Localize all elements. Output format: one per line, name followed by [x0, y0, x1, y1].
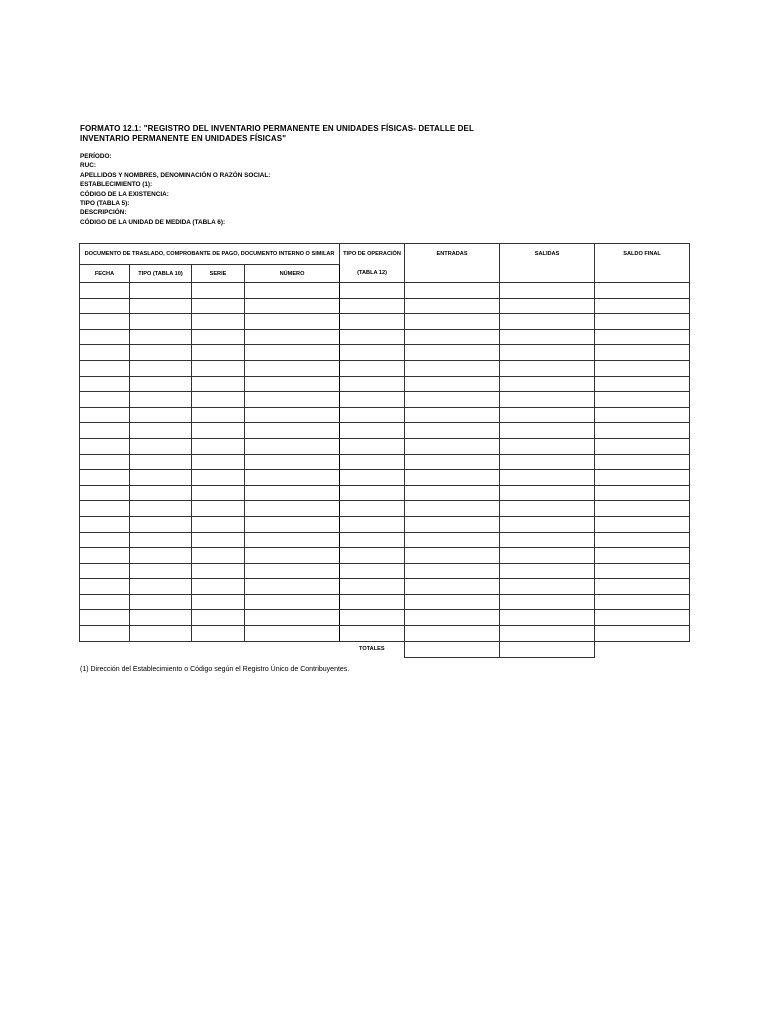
table-cell [130, 485, 192, 501]
table-cell [595, 314, 690, 330]
table-cell [80, 376, 130, 392]
table-cell [595, 470, 690, 486]
table-cell [192, 626, 245, 642]
totals-label: TOTALES [359, 646, 385, 653]
table-cell [405, 345, 500, 361]
table-cell [130, 360, 192, 376]
tipo-operacion-ref: (TABLA 12) [340, 265, 405, 283]
table-row [80, 314, 690, 330]
header-fields [80, 152, 480, 227]
table-cell [192, 548, 245, 564]
totals-spacer [80, 641, 130, 657]
table-cell [595, 516, 690, 532]
table-cell [340, 548, 405, 564]
table-cell [80, 283, 130, 299]
totals-row [80, 641, 690, 657]
table-cell [192, 485, 245, 501]
table-cell [80, 579, 130, 595]
table-cell [130, 376, 192, 392]
totals-entradas [405, 641, 500, 657]
table-cell [405, 594, 500, 610]
table-cell [405, 329, 500, 345]
table-cell [405, 298, 500, 314]
table-row [80, 376, 690, 392]
table-cell [405, 532, 500, 548]
table-cell [192, 516, 245, 532]
table-cell [500, 501, 595, 517]
table-cell [405, 610, 500, 626]
table-cell [340, 594, 405, 610]
table-cell [500, 579, 595, 595]
table-cell [340, 501, 405, 517]
table-cell [500, 298, 595, 314]
table-cell [80, 626, 130, 642]
table-cell [595, 532, 690, 548]
table-cell [595, 438, 690, 454]
table-cell [80, 314, 130, 330]
table-cell [245, 548, 340, 564]
table-cell [595, 329, 690, 345]
table-cell [595, 594, 690, 610]
table-cell [405, 626, 500, 642]
table-cell [595, 548, 690, 564]
table-cell [245, 423, 340, 439]
table-row [80, 470, 690, 486]
field-razon-social: APELLIDOS Y NOMBRES, DENOMINACIÓN O RAZÓN SOCIAL: [80, 171, 271, 179]
table-cell [245, 532, 340, 548]
inventory-table [79, 243, 690, 658]
totals-spacer [245, 641, 340, 657]
table-cell [595, 501, 690, 517]
table-cell [80, 298, 130, 314]
table-cell [405, 563, 500, 579]
table-cell [340, 376, 405, 392]
table-cell [500, 360, 595, 376]
table-cell [340, 516, 405, 532]
table-cell [405, 283, 500, 299]
table-row [80, 501, 690, 517]
table-cell [245, 626, 340, 642]
footnote: (1) Dirección del Establecimiento o Código según el Registro Único de Contribuyentes. [80, 666, 350, 673]
table-cell [192, 563, 245, 579]
table-cell [340, 345, 405, 361]
table-cell [192, 392, 245, 408]
table-cell [595, 392, 690, 408]
table-cell [340, 610, 405, 626]
saldo-final-header: SALDO FINAL [595, 244, 690, 265]
table-cell [500, 392, 595, 408]
table-cell [500, 610, 595, 626]
table-cell [130, 626, 192, 642]
table-cell [595, 454, 690, 470]
table-cell [500, 563, 595, 579]
table-cell [245, 376, 340, 392]
table-row [80, 563, 690, 579]
table-cell [405, 501, 500, 517]
table-cell [595, 360, 690, 376]
table-cell [245, 314, 340, 330]
table-cell [405, 485, 500, 501]
table-cell [405, 470, 500, 486]
salidas-header: SALIDAS [500, 244, 595, 265]
field-unidad-medida: CÓDIGO DE LA UNIDAD DE MEDIDA (TABLA 6): [80, 218, 226, 226]
table-cell [500, 407, 595, 423]
table-cell [80, 470, 130, 486]
table-row [80, 579, 690, 595]
table-cell [130, 314, 192, 330]
table-cell [595, 563, 690, 579]
table-cell [130, 548, 192, 564]
table-cell [405, 360, 500, 376]
table-cell [130, 563, 192, 579]
totals-salidas [500, 641, 595, 657]
table-cell [500, 329, 595, 345]
table-cell [192, 376, 245, 392]
table-cell [245, 360, 340, 376]
table-cell [405, 438, 500, 454]
table-cell [130, 501, 192, 517]
table-cell [405, 314, 500, 330]
table-cell [192, 298, 245, 314]
table-cell [340, 392, 405, 408]
table-cell [130, 392, 192, 408]
table-cell [245, 345, 340, 361]
table-cell [80, 485, 130, 501]
numero-header: NÚMERO [245, 265, 340, 283]
table-cell [80, 360, 130, 376]
table-cell [500, 548, 595, 564]
table-cell [595, 626, 690, 642]
table-cell [340, 360, 405, 376]
table-cell [245, 298, 340, 314]
table-cell [192, 594, 245, 610]
table-cell [500, 345, 595, 361]
table-cell [595, 407, 690, 423]
table-cell [80, 594, 130, 610]
table-cell [130, 407, 192, 423]
table-cell [80, 423, 130, 439]
field-codigo-existencia: CÓDIGO DE LA EXISTENCIA: [80, 190, 169, 198]
table-cell [340, 626, 405, 642]
table-cell [245, 501, 340, 517]
tipo-operacion-header: TIPO DE OPERACIÓN [340, 244, 405, 265]
table-cell [595, 485, 690, 501]
table-cell [340, 314, 405, 330]
table-cell [245, 454, 340, 470]
table-cell [340, 579, 405, 595]
table-cell [405, 392, 500, 408]
table-row [80, 423, 690, 439]
table-cell [500, 532, 595, 548]
salidas-sub [500, 265, 595, 283]
table-cell [192, 360, 245, 376]
table-cell [245, 470, 340, 486]
table-cell [500, 485, 595, 501]
table-cell [340, 298, 405, 314]
table-row [80, 610, 690, 626]
table-row [80, 298, 690, 314]
table-row [80, 594, 690, 610]
table-cell [405, 516, 500, 532]
table-cell [192, 407, 245, 423]
table-cell [245, 392, 340, 408]
table-cell [192, 532, 245, 548]
table-cell [80, 516, 130, 532]
table-cell [245, 594, 340, 610]
totals-spacer [192, 641, 245, 657]
field-ruc: RUC: [80, 162, 96, 170]
table-cell [192, 283, 245, 299]
field-descripcion: DESCRIPCIÓN: [80, 209, 127, 217]
table-cell [245, 516, 340, 532]
format-title: FORMATO 12.1: "REGISTRO DEL INVENTARIO PERMANENTE EN UNIDADES FÍSICAS- DETALLE DEL INVENTARIO PERMANENTE EN UNIDADES FÍSICAS" [80, 124, 474, 143]
table-cell [595, 298, 690, 314]
saldo-final-sub [595, 265, 690, 283]
table-row [80, 407, 690, 423]
entradas-header: ENTRADAS [405, 244, 500, 265]
table-cell [340, 329, 405, 345]
table-cell [405, 454, 500, 470]
table-row [80, 360, 690, 376]
table-cell [80, 407, 130, 423]
table-cell [500, 626, 595, 642]
table-cell [80, 345, 130, 361]
table-cell [245, 610, 340, 626]
field-periodo: PERÍODO: [80, 153, 112, 160]
tipo-header: TIPO (TABLA 10) [130, 265, 192, 283]
table-cell [340, 532, 405, 548]
table-cell [80, 501, 130, 517]
table-cell [595, 423, 690, 439]
table-cell [192, 329, 245, 345]
table-cell [595, 610, 690, 626]
table-cell [500, 283, 595, 299]
table-cell [245, 407, 340, 423]
table-row [80, 532, 690, 548]
table-cell [130, 329, 192, 345]
table-row [80, 485, 690, 501]
table-cell [405, 579, 500, 595]
table-cell [340, 283, 405, 299]
field-establecimiento: ESTABLECIMIENTO (1): [80, 181, 153, 189]
table-cell [500, 423, 595, 439]
table-cell [500, 594, 595, 610]
table-cell [340, 563, 405, 579]
field-tipo: TIPO (TABLA 5): [80, 200, 130, 208]
table-cell [192, 454, 245, 470]
table-cell [130, 579, 192, 595]
table-cell [130, 438, 192, 454]
table-cell [192, 345, 245, 361]
table-cell [130, 423, 192, 439]
table-cell [130, 283, 192, 299]
table-cell [80, 532, 130, 548]
totals-spacer [130, 641, 192, 657]
table-cell [405, 407, 500, 423]
table-cell [130, 516, 192, 532]
table-cell [80, 392, 130, 408]
table-cell [192, 579, 245, 595]
table-cell [80, 563, 130, 579]
table-cell [80, 438, 130, 454]
table-cell [595, 345, 690, 361]
table-cell [245, 563, 340, 579]
table-cell [130, 594, 192, 610]
table-cell [500, 314, 595, 330]
table-row [80, 392, 690, 408]
table-cell [80, 454, 130, 470]
table-cell [130, 470, 192, 486]
table-row [80, 438, 690, 454]
table-cell [130, 298, 192, 314]
table-cell [192, 438, 245, 454]
table-cell [80, 548, 130, 564]
table-cell [192, 610, 245, 626]
fecha-header: FECHA [80, 265, 130, 283]
group-header: DOCUMENTO DE TRASLADO, COMPROBANTE DE PAGO, DOCUMENTO INTERNO O SIMILAR [80, 244, 340, 265]
table-cell [500, 454, 595, 470]
table-cell [192, 423, 245, 439]
table-cell [595, 579, 690, 595]
table-cell [340, 438, 405, 454]
table-cell [405, 548, 500, 564]
table-cell [245, 485, 340, 501]
table-row [80, 283, 690, 299]
table-cell [80, 610, 130, 626]
table-cell [130, 610, 192, 626]
entradas-sub [405, 265, 500, 283]
table-cell [130, 532, 192, 548]
table-cell [405, 423, 500, 439]
table-cell [500, 470, 595, 486]
table-cell [595, 376, 690, 392]
table-cell [340, 423, 405, 439]
serie-header: SERIE [192, 265, 245, 283]
table-cell [245, 329, 340, 345]
table-cell [500, 516, 595, 532]
table-cell [245, 438, 340, 454]
table-cell [245, 283, 340, 299]
table-row [80, 329, 690, 345]
table-row [80, 454, 690, 470]
table-cell [595, 283, 690, 299]
table-row [80, 345, 690, 361]
table-cell [500, 438, 595, 454]
table-cell [340, 407, 405, 423]
table-cell [340, 470, 405, 486]
table-cell [192, 314, 245, 330]
table-cell [340, 485, 405, 501]
table-row [80, 626, 690, 642]
table-cell [80, 329, 130, 345]
table-cell [130, 454, 192, 470]
table-cell [340, 454, 405, 470]
table-cell [130, 345, 192, 361]
header-row-1 [80, 244, 690, 265]
table-cell [405, 376, 500, 392]
table-cell [245, 579, 340, 595]
table-row [80, 516, 690, 532]
table-cell [500, 376, 595, 392]
totals-spacer [595, 641, 690, 657]
table-cell [192, 470, 245, 486]
table-row [80, 548, 690, 564]
header-row-2 [80, 265, 690, 283]
table-cell [192, 501, 245, 517]
